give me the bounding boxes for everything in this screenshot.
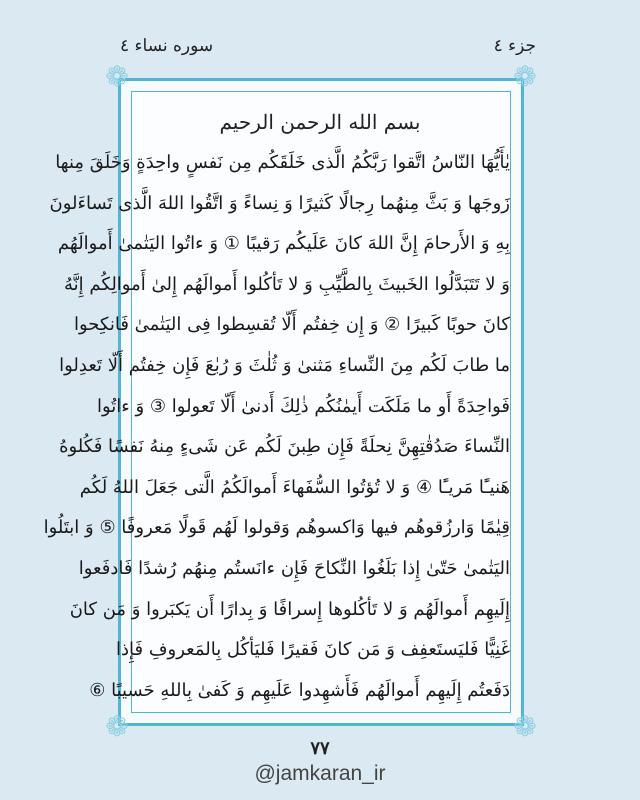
verse-line: هَنيـًٔا مَريـًٔا ④ وَ لا تُؤتُوا السُّفَهاءَ أَموالَكُمُ الَّتى جَعَلَ اللهُ لَكُم [79, 476, 510, 498]
social-handle: @jamkaran_ir [254, 762, 386, 785]
ornament-icon: ❁ [513, 60, 537, 93]
page-number: ٧٧ [310, 738, 330, 759]
verse-line: دَفَعتُم إِلَيهِم أَموالَهُم فَأَشهِدوا عَلَيهِم وَ كَفىٰ بِاللهِ حَسيبًا ⑥ [89, 679, 510, 701]
verse-line: ما طابَ لَكُم مِنَ النِّساءِ مَثنىٰ وَ ثُلٰثَ وَ رُبٰعَ فَإِن خِفتُم أَلّا تَعدِلوا [59, 354, 510, 376]
verse-line: اليَتٰمىٰ حَتّىٰ إِذا بَلَغُوا النِّكاحَ فَإِن ءانَستُم مِنهُم رُشدًا فَادفَعوا [78, 557, 510, 579]
verse-line: غَنِيًّا فَليَستَعفِف وَ مَن كانَ فَقيرًا فَليَأكُل بِالمَعروفِ فَإِذا [116, 639, 510, 661]
verse-text [43, 148, 510, 716]
surah-label: سوره نساء ٤ [120, 36, 214, 56]
ornament-icon: ❁ [105, 710, 129, 743]
verse-line: زَوجَها وَ بَثَّ مِنهُما رِجالًا كَثيرًا وَ نِساءً وَ اتَّقُوا اللهَ الَّذى تَساءَلونَ [49, 192, 510, 214]
verse-line: يٰأَيُّهَا النّاسُ اتَّقوا رَبَّكُمُ الَّذى خَلَقَكُم مِن نَفسٍ واحِدَةٍ وَخَلَقَ مِنها [55, 152, 510, 173]
verse-line: النِّساءَ صَدُقٰتِهِنَّ نِحلَةً فَإِن طِبنَ لَكُم عَن شَىءٍ مِنهُ نَفسًا فَكُلوهُ [59, 436, 510, 458]
verse-line: بِهِ وَ الأَرحامَ إِنَّ اللهَ كانَ عَلَيكُم رَقيبًا ① وَ ءاتُوا اليَتٰمىٰ أَموالَهُم [57, 233, 510, 255]
ornament-icon: ❁ [105, 60, 129, 93]
ornament-icon: ❁ [513, 710, 537, 743]
verse-line: فَواحِدَةً أَو ما مَلَكَت أَيمٰنُكُم ذٰلِكَ أَدنىٰ أَلّا تَعولوا ③ وَ ءاتُوا [97, 395, 510, 417]
verse-line: وَ لا تَتَبَدَّلُوا الخَبيثَ بِالطَّيِّبِ وَ لا تَأكُلوا أَموالَهُم إِلىٰ أَموالِكُم إِنَّهُ [64, 273, 510, 295]
verse-line: كانَ حوبًا كَبيرًا ② وَ إِن خِفتُم أَلّا تُقسِطوا فِى اليَتٰمىٰ فَانكِحوا [73, 314, 510, 336]
juz-label: جزء ٤ [493, 36, 536, 56]
verse-line: إِلَيهِم أَموالَهُم وَ لا تَأكُلوها إِسرافًا وَ بِدارًا أَن يَكبَروا وَ مَن كانَ [69, 598, 510, 620]
basmala: بسم الله الرحمن الرحيم [219, 110, 421, 134]
verse-line: قِيٰمًا وَارزُقوهُم فيها وَاكسوهُم وَقولوا لَهُم قَولًا مَعروفًا ⑤ وَ ابتَلُوا [43, 517, 510, 539]
